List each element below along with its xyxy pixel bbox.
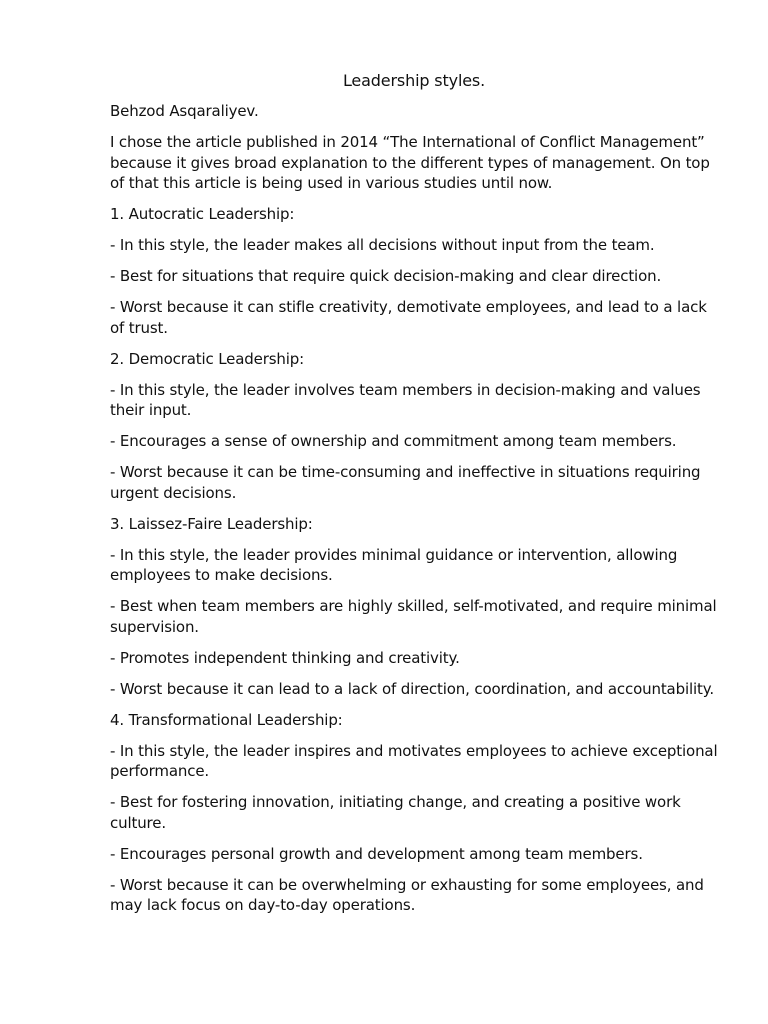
section-item: - In this style, the leader inspires and motivates employees to achieve exceptional performance.: [110, 741, 718, 780]
section-item: - In this style, the leader involves team members in decision-making and values their input.: [110, 380, 701, 419]
section-item: - Best for situations that require quick decision-making and clear direction.: [110, 267, 662, 285]
section-item: - Worst because it can lead to a lack of direction, coordination, and accountability.: [110, 679, 714, 698]
section-item: - Best when team members are highly skilled, self-motivated, and require minimal supervision.: [110, 597, 717, 636]
document-title: Leadership styles.: [342, 71, 486, 90]
section-item: - Worst because it can stifle creativity, demotivate employees, and lead to a lack of trust.: [110, 298, 707, 337]
section-heading: 1. Autocratic Leadership:: [110, 205, 295, 223]
section-heading: 4. Transformational Leadership:: [110, 710, 343, 729]
section-democratic: [110, 349, 718, 504]
intro-paragraph: I chose the article published in 2014 “The International of Conflict Management” because it gives broad explanation to the different types of management. On top of that this article is being used in various studies until now.: [110, 133, 710, 192]
section-transformational: [110, 710, 718, 916]
section-item: - In this style, the leader makes all decisions without input from the team.: [110, 236, 655, 254]
section-autocratic: [110, 204, 718, 338]
section-item: - Promotes independent thinking and creativity.: [110, 648, 460, 667]
section-item: - Best for fostering innovation, initiating change, and creating a positive work culture.: [110, 793, 681, 832]
section-laissez-faire: [110, 514, 718, 700]
section-heading: 3. Laissez-Faire Leadership:: [110, 514, 313, 533]
section-item: - In this style, the leader provides minimal guidance or intervention, allowing employees to make decisions.: [110, 545, 678, 584]
section-item: - Encourages personal growth and development among team members.: [110, 844, 643, 863]
author-line: Behzod Asqaraliyev.: [110, 102, 259, 120]
section-item: - Worst because it can be time-consuming and ineffective in situations requiring urgent decisions.: [110, 463, 701, 502]
section-item: - Worst because it can be overwhelming or exhausting for some employees, and may lack focus on day-to-day operations.: [110, 875, 704, 914]
section-heading: 2. Democratic Leadership:: [110, 349, 305, 368]
section-item: - Encourages a sense of ownership and commitment among team members.: [110, 432, 677, 450]
